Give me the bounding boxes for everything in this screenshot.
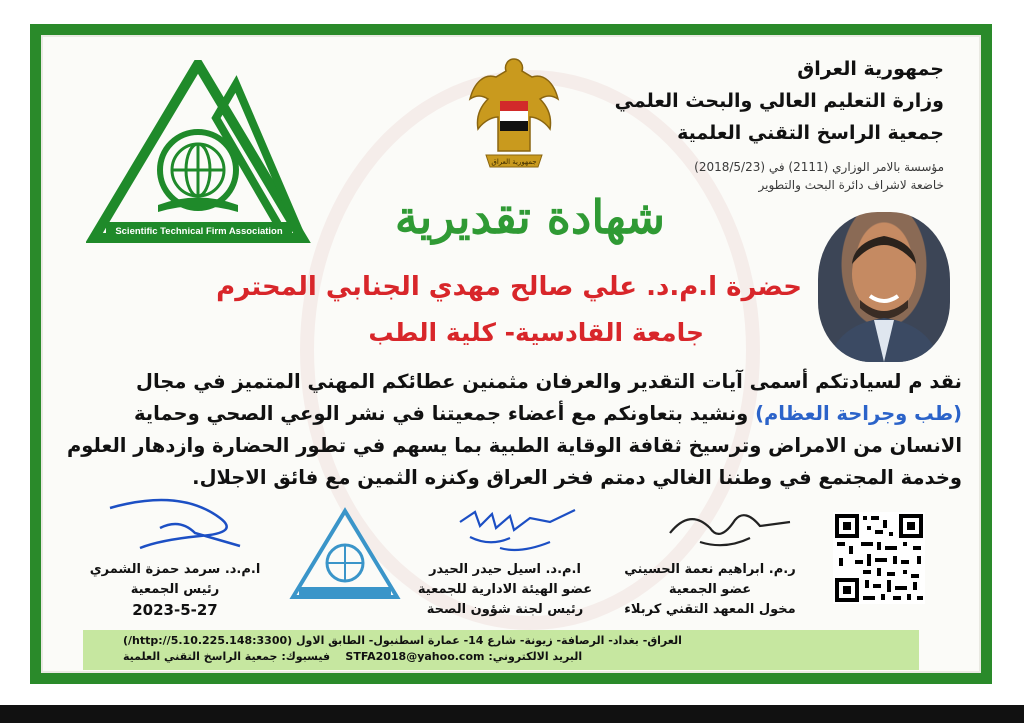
certificate-title: شهادة تقديرية [394, 190, 666, 244]
header-supervision: خاضعة لاشراف دائرة البحث والتطوير [758, 178, 944, 192]
signatory-member-name: ر.م. ابراهيم نعمة الحسيني [624, 562, 796, 577]
association-stamp [285, 505, 405, 605]
signatory-board-member [410, 560, 600, 620]
signatory-board-member-role2: رئيس لجنة شؤون الصحة [426, 602, 584, 617]
body-line-4: وخدمة المجتمع في وطننا الغالي دمتم فخر العراق وكنزه الثمين مع فائق الاجلال. [192, 466, 962, 489]
association-logo-icon [86, 60, 311, 250]
recipient-institution: جامعة القادسية- كلية الطب [368, 318, 704, 347]
specialty-highlight: (طب وجراحة العظام) [755, 402, 962, 425]
body-line-3: الانسان من الامراض وترسيخ ثقافة الوقاية الطبية بما يسهم في تطور الحضارة وازدهار العلوم [66, 434, 962, 457]
footer-contacts [123, 649, 879, 665]
issue-date: 2023-5-27 [132, 601, 218, 619]
header-association: جمعية الراسخ التقني العلمية [677, 122, 944, 144]
header-ministry: وزارة التعليم العالي والبحث العلمي [614, 90, 944, 112]
signatory-board-member-role: عضو الهيئة الادارية للجمعية [417, 582, 593, 597]
body-line-2-text: ونشيد بتعاونكم مع أعضاء جمعيتنا في نشر الوعي الصحي وحماية [133, 402, 756, 425]
body-line-1: نقد م لسيادتكم أسمى آيات التقدير والعرفان مثمنين عطائكم المهني المتميز في مجال [136, 370, 962, 393]
footer-email-label: البريد الالكتروني: [488, 650, 583, 663]
signatory-president-name: ا.م.د. سرمد حمزة الشمري [89, 562, 261, 577]
signatory-member-role: عضو الجمعية [668, 582, 752, 597]
recipient-name: حضرة ا.م.د. علي صالح مهدي الجنابي المحترم [216, 272, 802, 302]
signatory-president [80, 560, 270, 620]
logo-caption: Scientific Technical Firm Association [115, 226, 283, 237]
screen-bottom-bar [0, 705, 1024, 723]
signatory-member-role2: مخول المعهد التقني كربلاء [624, 602, 796, 617]
footer-address-bar [83, 630, 919, 670]
signature-president [100, 488, 250, 558]
footer-email[interactable]: STFA2018@yahoo.com [345, 650, 485, 663]
header-decree: مؤسسة بالامر الوزاري (2111) في (2018/5/23) [694, 160, 944, 174]
eagle-caption: جمهورية العراق [491, 158, 537, 166]
signatory-president-role: رئيس الجمعية [130, 582, 220, 597]
signatory-member [600, 560, 820, 620]
footer-facebook: فيسبوك: جمعية الراسخ التقني العلمية [123, 650, 331, 663]
iraq-eagle-emblem [466, 55, 562, 180]
recipient-photo [818, 212, 950, 362]
signature-board-member [440, 492, 590, 562]
signatory-board-member-name: ا.م.د. اسيل حيدر الحيدر [429, 562, 581, 577]
qr-code [833, 512, 925, 604]
body-line-2 [134, 402, 962, 425]
footer-address: العراق- بغداد- الرصافة- زيونة- شارع 14- عمارة اسطنبول- الطابق الاول (http://5.10.225.148:3300/) [123, 634, 682, 647]
header-country: جمهورية العراق [797, 58, 944, 80]
signature-member [650, 498, 800, 558]
